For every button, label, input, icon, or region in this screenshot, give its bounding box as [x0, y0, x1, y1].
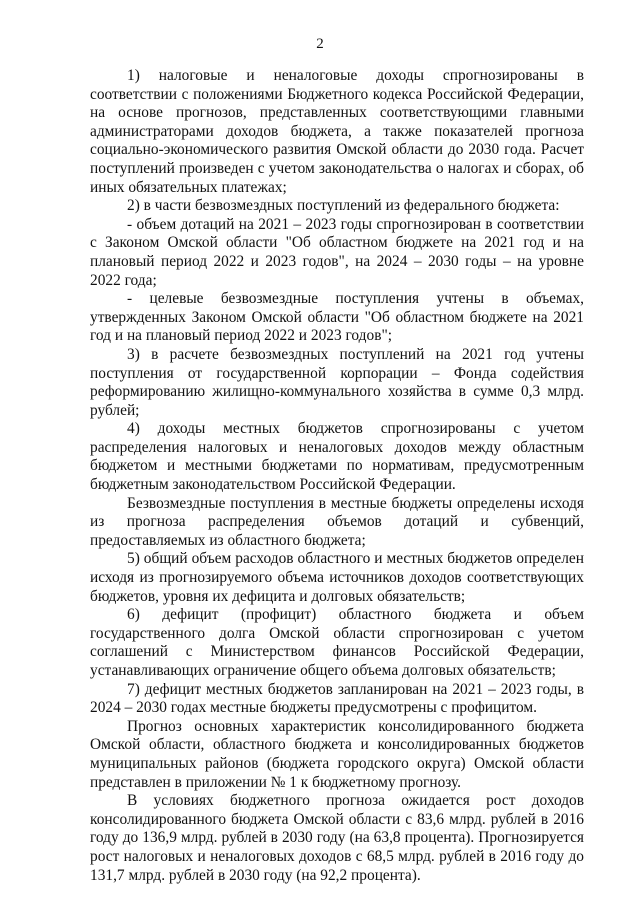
- paragraph-forecast-annex: Прогноз основных характеристик консолидированного бюджета Омской области, областного бюджета и консолидированных бюджетов муниципальных районов (бюджета городского округа) Омской области представлен в приложении № 1 к бюджетному прогнозу.: [90, 717, 584, 791]
- paragraph-local-deficit: 7) дефицит местных бюджетов запланирован на 2021 – 2023 годы, в 2024 – 2030 годах местные бюджеты предусмотрены с профицитом.: [90, 680, 584, 717]
- page-number: 2: [316, 36, 324, 52]
- paragraph-local-transfers: Безвозмездные поступления в местные бюджеты определены исходя из прогноза распределения объемов дотаций и субвенций, предоставляемых из областного бюджета;: [90, 494, 584, 549]
- paragraph-deficit-debt: 6) дефицит (профицит) областного бюджета и объем государственного долга Омской области спрогнозирован с учетом соглашений с Министерством финансов Российской Федерации, устанавливающих ограничение общего объема долговых обязательств;: [90, 606, 584, 679]
- document-body: [90, 67, 584, 885]
- paragraph-housing-fund: 3) в расчете безвозмездных поступлений на 2021 год учтены поступления от государственной корпорации – Фонда содействия реформированию жилищно-коммунального хозяйства в сумме 0,3 млрд. рублей;: [90, 345, 584, 419]
- paragraph-federal-transfers: 2) в части безвозмездных поступлений из федерального бюджета:: [127, 197, 560, 215]
- paragraph-revenue-growth: В условиях бюджетного прогноза ожидается рост доходов консолидированного бюджета Омской области с 83,6 млрд. рублей в 2016 году до 136,9 млрд. рублей в 2030 году (на 63,8 процента). Прогнозируется рост налоговых и неналоговых доходов с 68,5 млрд. рублей в 2016 году до 131,7 млрд. рублей в 2030 году (на 92,2 процента).: [90, 792, 584, 884]
- paragraph-revenue-forecast: 1) налоговые и неналоговые доходы спрогнозированы в соответствии с положениями Бюджетного кодекса Российской Федерации, на основе прогнозов, представленных соответствующими главными администраторами доходов бюджета, а также показателей прогноза социально-экономического развития Омской области до 2030 года. Расчет поступлений произведен с учетом законодательства о налогах и сборах, об иных обязательных платежах;: [90, 67, 584, 196]
- paragraph-targeted-transfers: - целевые безвозмездные поступления учтены в объемах, утвержденных Законом Омской области "Об областном бюджете на 2021 год и на плановый период 2022 и 2023 годов";: [90, 290, 584, 345]
- paragraph-expenditures: 5) общий объем расходов областного и местных бюджетов определен исходя из прогнозируемого объема источников доходов соответствующих бюджетов, уровня их дефицита и долговых обязательств;: [90, 550, 584, 605]
- paragraph-subsidies-volume: - объем дотаций на 2021 – 2023 годы спрогнозирован в соответствии с Законом Омской области "Об областном бюджете на 2021 год и на плановый период 2022 и 2023 годов", на 2024 – 2030 годы – на уровне 2022 года;: [90, 215, 584, 289]
- paragraph-local-budgets-income: 4) доходы местных бюджетов спрогнозированы с учетом распределения налоговых и неналоговых доходов между областным бюджетом и местными бюджетами по нормативам, предусмотренным бюджетным законодательством Российской Федерации.: [90, 420, 584, 494]
